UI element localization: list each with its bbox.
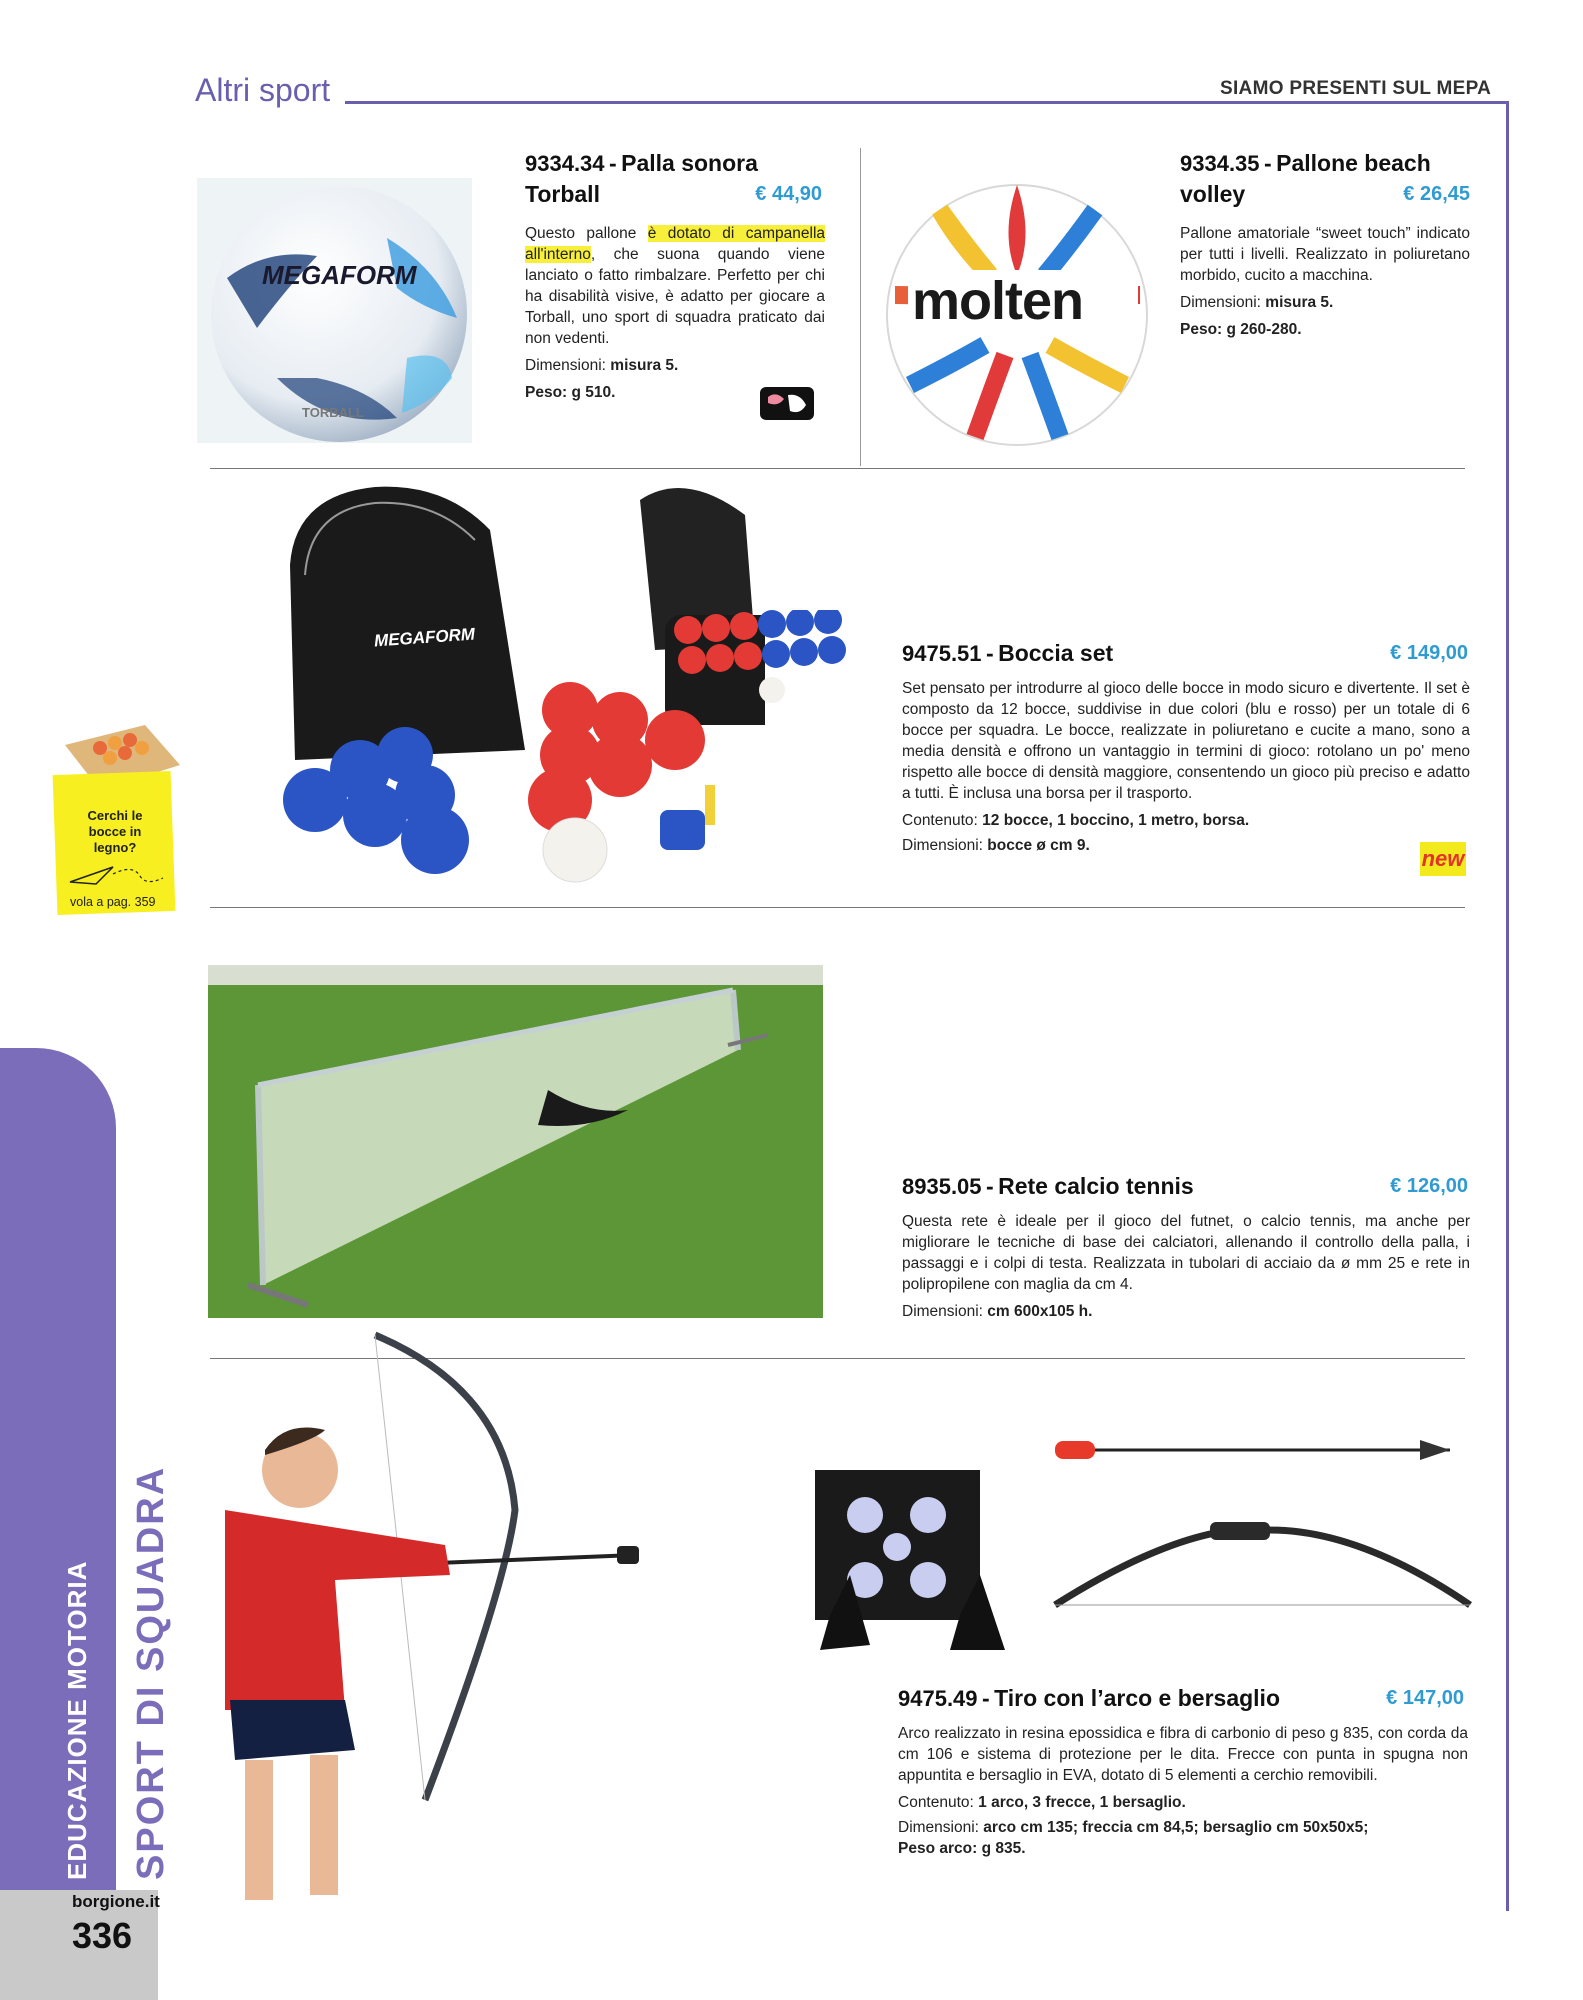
product-price: € 126,00 xyxy=(1390,1175,1468,1197)
header-rule xyxy=(345,101,1508,104)
product-code: 9334.35 xyxy=(1180,151,1260,176)
product-sep: - xyxy=(1263,150,1272,176)
row-divider xyxy=(210,468,1465,469)
product-rete-calcio-tennis xyxy=(902,1173,1470,1322)
product-weight: Peso arco: g 835. xyxy=(898,1840,1026,1857)
product-price: € 149,00 xyxy=(1390,642,1468,664)
case-balls xyxy=(668,610,853,715)
product-content: Contenuto: 12 bocce, 1 boccino, 1 metro, borsa. xyxy=(902,812,1250,829)
product-title: Pallone beach xyxy=(1276,150,1431,176)
torball-ball-label: TORBALL xyxy=(302,405,364,420)
product-weight: Peso: g 510. xyxy=(525,384,616,401)
category-label: EDUCAZIONE MOTORIA xyxy=(62,1560,92,1880)
molten-logo: molten xyxy=(912,271,1084,331)
football-tennis-net-image xyxy=(208,965,823,1318)
product-price: € 44,90 xyxy=(755,183,822,205)
arrow-image xyxy=(1050,1435,1460,1465)
product-description: Pallone amatoriale “sweet touch” indicato per tutti i livelli. Realizzato in poliuretano morbido, cucito a macchina. xyxy=(1180,225,1470,284)
product-dimensions: Dimensioni: misura 5. xyxy=(1180,294,1334,311)
product-code: 9334.34 xyxy=(525,151,605,176)
product-beach-volley xyxy=(1180,150,1470,340)
product-code: 9475.51 xyxy=(902,641,982,666)
boccia-bag-brand: MEGAFORM xyxy=(373,624,476,651)
product-dimensions: Dimensioni: bocce ø cm 9. xyxy=(902,837,1090,854)
mepa-notice: SIAMO PRESENTI SUL MEPA xyxy=(1220,78,1492,99)
right-margin-rule xyxy=(1506,101,1509,1911)
bow-image xyxy=(1040,1510,1485,1620)
product-title-cont: Torball xyxy=(525,181,600,207)
paper-plane-icon xyxy=(68,862,168,897)
product-sep: - xyxy=(985,1173,994,1199)
product-price: € 147,00 xyxy=(1386,1687,1464,1709)
sticker-page-link[interactable]: vola a pag. 359 xyxy=(70,895,156,909)
product-boccia-set xyxy=(902,640,1470,856)
product-weight: Peso: g 260-280. xyxy=(1180,321,1302,338)
product-description: Arco realizzato in resina epossidica e fibra di carbonio di peso g 835, con corda da cm 106 e sistema di protezione per le dita. Frecce con punta in spugna non appuntita e bersaglio in EVA, dotato di 5 elementi a cerchio removibili. xyxy=(898,1725,1468,1784)
boy-with-bow-image xyxy=(205,1330,645,1920)
product-sep: - xyxy=(981,1685,990,1711)
product-dimensions: Dimensioni: cm 600x105 h. xyxy=(902,1303,1093,1320)
product-torball xyxy=(525,150,825,403)
product-dimensions: Dimensioni: arco cm 135; freccia cm 84,5; bersaglio cm 50x50x5; xyxy=(898,1819,1369,1836)
product-title: Boccia set xyxy=(998,640,1114,666)
subcategory-label: SPORT DI SQUADRA xyxy=(130,1465,172,1880)
product-title: Rete calcio tennis xyxy=(998,1173,1194,1199)
product-title-cont: volley xyxy=(1180,181,1246,207)
product-title: Tiro con l’arco e bersaglio xyxy=(994,1685,1280,1711)
highlighted-text: è dotato di campanella all'interno xyxy=(525,225,826,263)
torball-ball-image xyxy=(197,178,472,443)
product-description: Questa rete è ideale per il gioco del futnet, o calcio tennis, ma anche per migliorare le tecniche di base dei calciatori, allenando il controllo della palla, i passaggi e i colpi di testa. Realizzata in tubolari di acciaio da ø mm 25 e rete in polipropilene con maglia da cm 4. xyxy=(902,1213,1470,1293)
new-badge: new xyxy=(1420,842,1466,876)
page-number: 336 xyxy=(72,1915,133,1956)
product-dimensions: Dimensioni: misura 5. xyxy=(525,357,679,374)
product-price: € 26,45 xyxy=(1403,183,1470,205)
product-title: Palla sonora xyxy=(621,150,758,176)
torball-brand-text: MEGAFORM xyxy=(262,260,417,290)
side-band xyxy=(0,1048,116,1890)
column-divider xyxy=(860,148,861,466)
product-content: Contenuto: 1 arco, 3 frecce, 1 bersaglio. xyxy=(898,1794,1186,1811)
visually-impaired-icon xyxy=(760,387,814,420)
product-description: Questo pallone è dotato di campanella all'interno, che suona quando viene lanciato o fatto rimbalzare. Perfetto per chi ha disabilità visive, è adatto per giocare a Torball, uno sport di squadra praticato dai non vedenti. xyxy=(525,225,826,347)
foam-target-image xyxy=(810,1465,1010,1660)
product-code: 9475.49 xyxy=(898,1686,978,1711)
product-sep: - xyxy=(608,150,617,176)
product-code: 8935.05 xyxy=(902,1174,982,1199)
site-link[interactable]: borgione.it xyxy=(72,1892,160,1911)
section-title: Altri sport xyxy=(195,72,331,108)
product-sep: - xyxy=(985,640,994,666)
sticker-text: Cerchi le bocce in legno? xyxy=(87,808,143,855)
product-tiro-con-arco xyxy=(898,1685,1468,1859)
product-description: Set pensato per introdurre al gioco delle bocce in modo sicuro e divertente. Il set è composto da 12 bocce, suddivise in due colori (blu e rosso) per un totale di 6 bocce per squadra. Le bocce, realizzate in poliuretano e cucite a mano, sono a media densità e offrono un vantaggio in termini di gioco: rotolano un po' meno rispetto alle bocce di densità maggiore, consentendo un gioco più preciso e adatto a tutti. È inclusa una borsa per il trasporto. xyxy=(902,680,1470,802)
